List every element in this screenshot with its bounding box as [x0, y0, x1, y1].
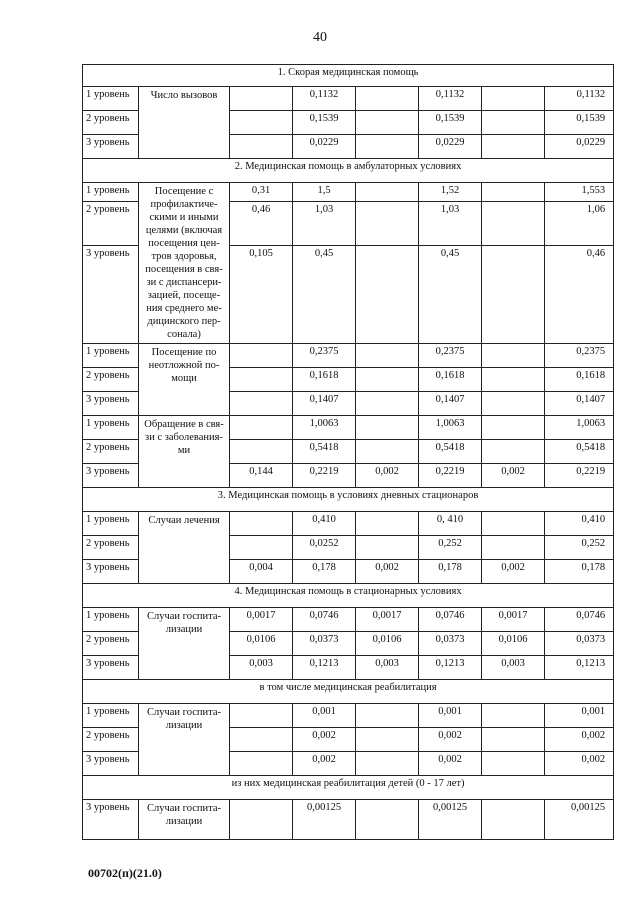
value-cell [230, 752, 293, 776]
value-cell [482, 368, 545, 392]
value-cell: 1,553 [545, 183, 614, 202]
value-cell: 0,001 [545, 704, 614, 728]
value-cell: 0,1539 [419, 111, 482, 135]
value-cell: 0,002 [293, 728, 356, 752]
value-cell [482, 440, 545, 464]
value-cell: 0,0106 [482, 632, 545, 656]
level-cell: 2 уровень [83, 632, 139, 656]
level-cell: 2 уровень [83, 368, 139, 392]
level-cell: 1 уровень [83, 344, 139, 368]
section-title: 4. Медицинская помощь в стационарных условиях [83, 584, 614, 608]
value-cell: 0, 410 [419, 512, 482, 536]
value-cell [356, 245, 419, 343]
value-cell: 0,0017 [230, 608, 293, 632]
value-cell: 0,2375 [419, 344, 482, 368]
value-cell [482, 344, 545, 368]
value-cell: 0,0229 [419, 135, 482, 159]
level-cell: 3 уровень [83, 656, 139, 680]
table-row [83, 512, 614, 536]
value-cell: 0,1213 [545, 656, 614, 680]
value-cell: 0,2219 [293, 464, 356, 488]
value-cell: 0,003 [356, 656, 419, 680]
value-cell: 0,178 [293, 560, 356, 584]
value-cell: 0,2375 [293, 344, 356, 368]
value-cell: 0,1407 [419, 392, 482, 416]
value-cell [230, 135, 293, 159]
value-cell: 0,001 [419, 704, 482, 728]
document-code: 00702(п)(21.0) [88, 866, 162, 880]
value-cell [482, 111, 545, 135]
value-cell [356, 368, 419, 392]
value-cell: 0,0373 [293, 632, 356, 656]
value-cell: 0,003 [230, 656, 293, 680]
level-cell: 1 уровень [83, 512, 139, 536]
section-header-row [83, 159, 614, 183]
value-cell: 0,002 [419, 728, 482, 752]
value-cell [356, 87, 419, 111]
value-cell: 0,0229 [545, 135, 614, 159]
value-cell: 0,1213 [419, 656, 482, 680]
value-cell [356, 536, 419, 560]
indicator-name-cell: Посещение по неотложной по-мощи [139, 344, 230, 416]
table-row [83, 344, 614, 368]
value-cell: 0,004 [230, 560, 293, 584]
value-cell [482, 245, 545, 343]
value-cell: 0,003 [482, 656, 545, 680]
section-header-row [83, 680, 614, 704]
level-cell: 3 уровень [83, 245, 139, 343]
value-cell: 1,03 [419, 201, 482, 245]
level-cell: 1 уровень [83, 704, 139, 728]
value-cell: 0,1539 [545, 111, 614, 135]
table-row [83, 183, 614, 202]
value-cell [356, 440, 419, 464]
value-cell [482, 183, 545, 202]
value-cell: 0,002 [545, 752, 614, 776]
value-cell: 1,0063 [293, 416, 356, 440]
value-cell: 0,46 [545, 245, 614, 343]
value-cell: 0,5418 [293, 440, 356, 464]
value-cell: 0,410 [545, 512, 614, 536]
level-cell: 1 уровень [83, 87, 139, 111]
value-cell [230, 416, 293, 440]
value-cell [230, 87, 293, 111]
value-cell: 0,001 [293, 704, 356, 728]
value-cell [482, 536, 545, 560]
value-cell: 0,002 [293, 752, 356, 776]
value-cell: 0,00125 [419, 800, 482, 840]
value-cell [356, 111, 419, 135]
section-header-row [83, 65, 614, 87]
value-cell: 0,0017 [482, 608, 545, 632]
value-cell: 0,002 [419, 752, 482, 776]
level-cell: 3 уровень [83, 392, 139, 416]
table-row [83, 608, 614, 632]
level-cell: 2 уровень [83, 728, 139, 752]
value-cell [230, 800, 293, 840]
value-cell [356, 728, 419, 752]
value-cell [482, 201, 545, 245]
value-cell: 0,1407 [545, 392, 614, 416]
value-cell [356, 392, 419, 416]
value-cell [356, 201, 419, 245]
value-cell [230, 728, 293, 752]
value-cell: 0,0373 [419, 632, 482, 656]
value-cell: 0,002 [356, 464, 419, 488]
level-cell: 3 уровень [83, 560, 139, 584]
value-cell: 0,0017 [356, 608, 419, 632]
table-row [83, 87, 614, 111]
level-cell: 3 уровень [83, 800, 139, 840]
value-cell: 0,1618 [293, 368, 356, 392]
value-cell: 0,0229 [293, 135, 356, 159]
value-cell: 0,45 [293, 245, 356, 343]
value-cell [482, 800, 545, 840]
value-cell: 0,5418 [419, 440, 482, 464]
section-header-row [83, 584, 614, 608]
value-cell [230, 512, 293, 536]
standards-table [82, 64, 614, 840]
value-cell: 0,1539 [293, 111, 356, 135]
value-cell: 0,002 [482, 560, 545, 584]
indicator-name-cell: Случаи госпита-лизации [139, 800, 230, 840]
indicator-name-cell: Посещение с профилактиче-скими и иными целями (включая посещения цен-тров здоровья, посещения в свя-зи с диспансери-зацией, посеще-ния среднего ме-дицинского пер-сонала) [139, 183, 230, 344]
value-cell [356, 344, 419, 368]
value-cell: 1,52 [419, 183, 482, 202]
value-cell: 0,144 [230, 464, 293, 488]
level-cell: 2 уровень [83, 440, 139, 464]
value-cell: 0,002 [545, 728, 614, 752]
section-header-row [83, 776, 614, 800]
value-cell [482, 512, 545, 536]
value-cell [356, 135, 419, 159]
value-cell [482, 392, 545, 416]
value-cell: 0,178 [545, 560, 614, 584]
value-cell: 1,0063 [545, 416, 614, 440]
value-cell: 0,0106 [230, 632, 293, 656]
value-cell: 0,31 [230, 183, 293, 202]
value-cell [230, 368, 293, 392]
value-cell [482, 728, 545, 752]
value-cell: 0,1618 [419, 368, 482, 392]
section-title: из них медицинская реабилитация детей (0 - 17 лет) [83, 776, 614, 800]
section-title: в том числе медицинская реабилитация [83, 680, 614, 704]
value-cell [482, 87, 545, 111]
value-cell [482, 416, 545, 440]
value-cell: 0,002 [356, 560, 419, 584]
level-cell: 1 уровень [83, 608, 139, 632]
value-cell: 0,0252 [293, 536, 356, 560]
value-cell: 1,5 [293, 183, 356, 202]
value-cell [230, 440, 293, 464]
value-cell: 0,1132 [545, 87, 614, 111]
value-cell: 1,06 [545, 201, 614, 245]
value-cell [356, 800, 419, 840]
table-row [83, 416, 614, 440]
value-cell: 0,45 [419, 245, 482, 343]
level-cell: 3 уровень [83, 464, 139, 488]
value-cell: 0,0746 [293, 608, 356, 632]
value-cell: 0,46 [230, 201, 293, 245]
value-cell [230, 111, 293, 135]
value-cell [356, 416, 419, 440]
indicator-name-cell: Случаи госпита-лизации [139, 608, 230, 680]
value-cell: 0,5418 [545, 440, 614, 464]
value-cell: 0,2219 [545, 464, 614, 488]
table-row [83, 800, 614, 840]
value-cell [482, 752, 545, 776]
value-cell: 0,252 [419, 536, 482, 560]
value-cell [356, 704, 419, 728]
level-cell: 2 уровень [83, 201, 139, 245]
table-row [83, 704, 614, 728]
section-title: 1. Скорая медицинская помощь [83, 65, 614, 87]
value-cell: 0,410 [293, 512, 356, 536]
level-cell: 3 уровень [83, 135, 139, 159]
value-cell [356, 752, 419, 776]
value-cell: 0,1213 [293, 656, 356, 680]
value-cell: 0,1132 [293, 87, 356, 111]
indicator-name-cell: Обращение в свя-зи с заболевания-ми [139, 416, 230, 488]
level-cell: 3 уровень [83, 752, 139, 776]
value-cell: 0,252 [545, 536, 614, 560]
value-cell: 1,0063 [419, 416, 482, 440]
value-cell [356, 183, 419, 202]
value-cell [230, 536, 293, 560]
value-cell: 0,0106 [356, 632, 419, 656]
value-cell: 0,178 [419, 560, 482, 584]
value-cell: 0,1132 [419, 87, 482, 111]
indicator-name-cell: Случаи госпита-лизации [139, 704, 230, 776]
value-cell [230, 344, 293, 368]
value-cell: 0,0373 [545, 632, 614, 656]
section-title: 2. Медицинская помощь в амбулаторных условиях [83, 159, 614, 183]
value-cell [230, 704, 293, 728]
section-header-row [83, 488, 614, 512]
level-cell: 2 уровень [83, 536, 139, 560]
value-cell [356, 512, 419, 536]
value-cell: 0,00125 [545, 800, 614, 840]
value-cell [230, 392, 293, 416]
value-cell: 0,2219 [419, 464, 482, 488]
level-cell: 1 уровень [83, 416, 139, 440]
value-cell: 0,1407 [293, 392, 356, 416]
section-title: 3. Медицинская помощь в условиях дневных стационаров [83, 488, 614, 512]
value-cell: 0,0746 [419, 608, 482, 632]
value-cell: 0,0746 [545, 608, 614, 632]
page-number: 40 [313, 30, 327, 45]
value-cell: 0,105 [230, 245, 293, 343]
value-cell: 0,00125 [293, 800, 356, 840]
indicator-name-cell: Число вызовов [139, 87, 230, 159]
level-cell: 1 уровень [83, 183, 139, 202]
value-cell: 0,1618 [545, 368, 614, 392]
value-cell: 0,2375 [545, 344, 614, 368]
value-cell: 0,002 [482, 464, 545, 488]
value-cell [482, 135, 545, 159]
indicator-name-cell: Случаи лечения [139, 512, 230, 584]
value-cell: 1,03 [293, 201, 356, 245]
value-cell [482, 704, 545, 728]
level-cell: 2 уровень [83, 111, 139, 135]
